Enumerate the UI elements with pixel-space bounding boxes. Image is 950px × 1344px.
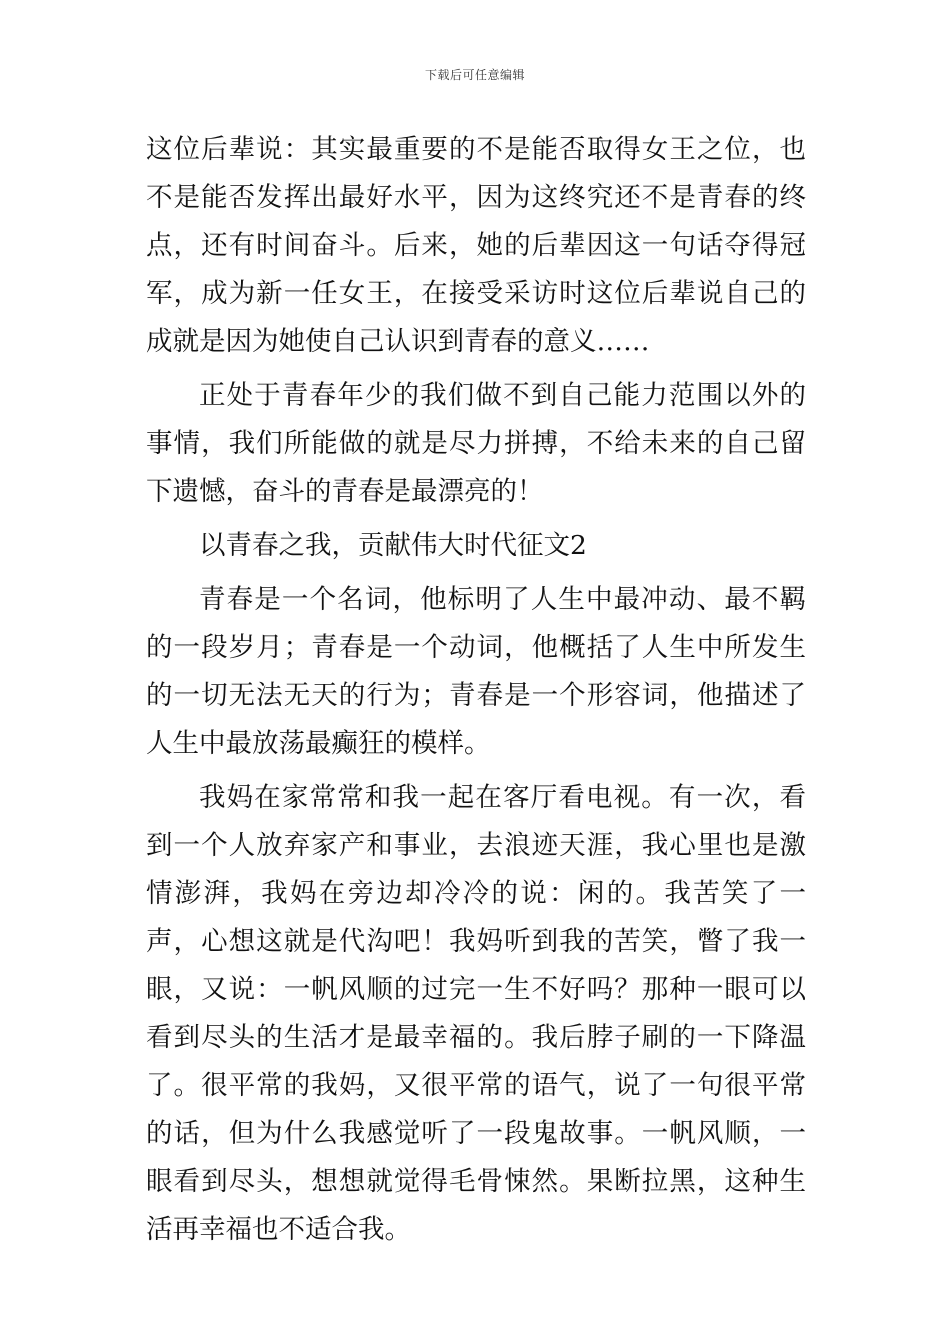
- paragraph-1: 这位后辈说：其实最重要的不是能否取得女王之位，也不是能否发挥出最好水平，因为这终究还不是青春的终点，还有时间奋斗。后来，她的后辈因这一句话夺得冠军，成为新一任女王，在接受采访时这位后辈说自己的成就是因为她使自己认识到青春的意义……: [146, 134, 806, 357]
- document-body: [146, 126, 806, 1260]
- paragraph-4: 我妈在家常常和我一起在客厅看电视。有一次，看到一个人放弃家产和事业，去浪迹天涯，我心里也是激情澎湃，我妈在旁边却冷冷的说：闲的。我苦笑了一声，心想这就是代沟吧！我妈听到我的苦笑，瞥了我一眼，又说：一帆风顺的过完一生不好吗？那种一眼可以看到尽头的生活才是最幸福的。我后脖子刷的一下降温了。很平常的我妈，又很平常的语气，说了一句很平常的话，但为什么我感觉听了一段鬼故事。一帆风顺，一眼看到尽头，想想就觉得毛骨悚然。果断拉黑，这种生活再幸福也不适合我。: [146, 782, 806, 1245]
- section-heading: 以青春之我，贡献伟大时代征文2: [199, 530, 587, 561]
- paragraph-2: 正处于青春年少的我们做不到自己能力范围以外的事情，我们所能做的就是尽力拼搏，不给未来的自己留下遗憾，奋斗的青春是最漂亮的！: [146, 380, 806, 507]
- paragraph-3: 青春是一个名词，他标明了人生中最冲动、最不羁的一段岁月；青春是一个动词，他概括了人生中所发生的一切无法无天的行为；青春是一个形容词，他描述了人生中最放荡最癫狂的模样。: [146, 584, 806, 759]
- page-header: 下载后可任意编辑: [424, 68, 525, 82]
